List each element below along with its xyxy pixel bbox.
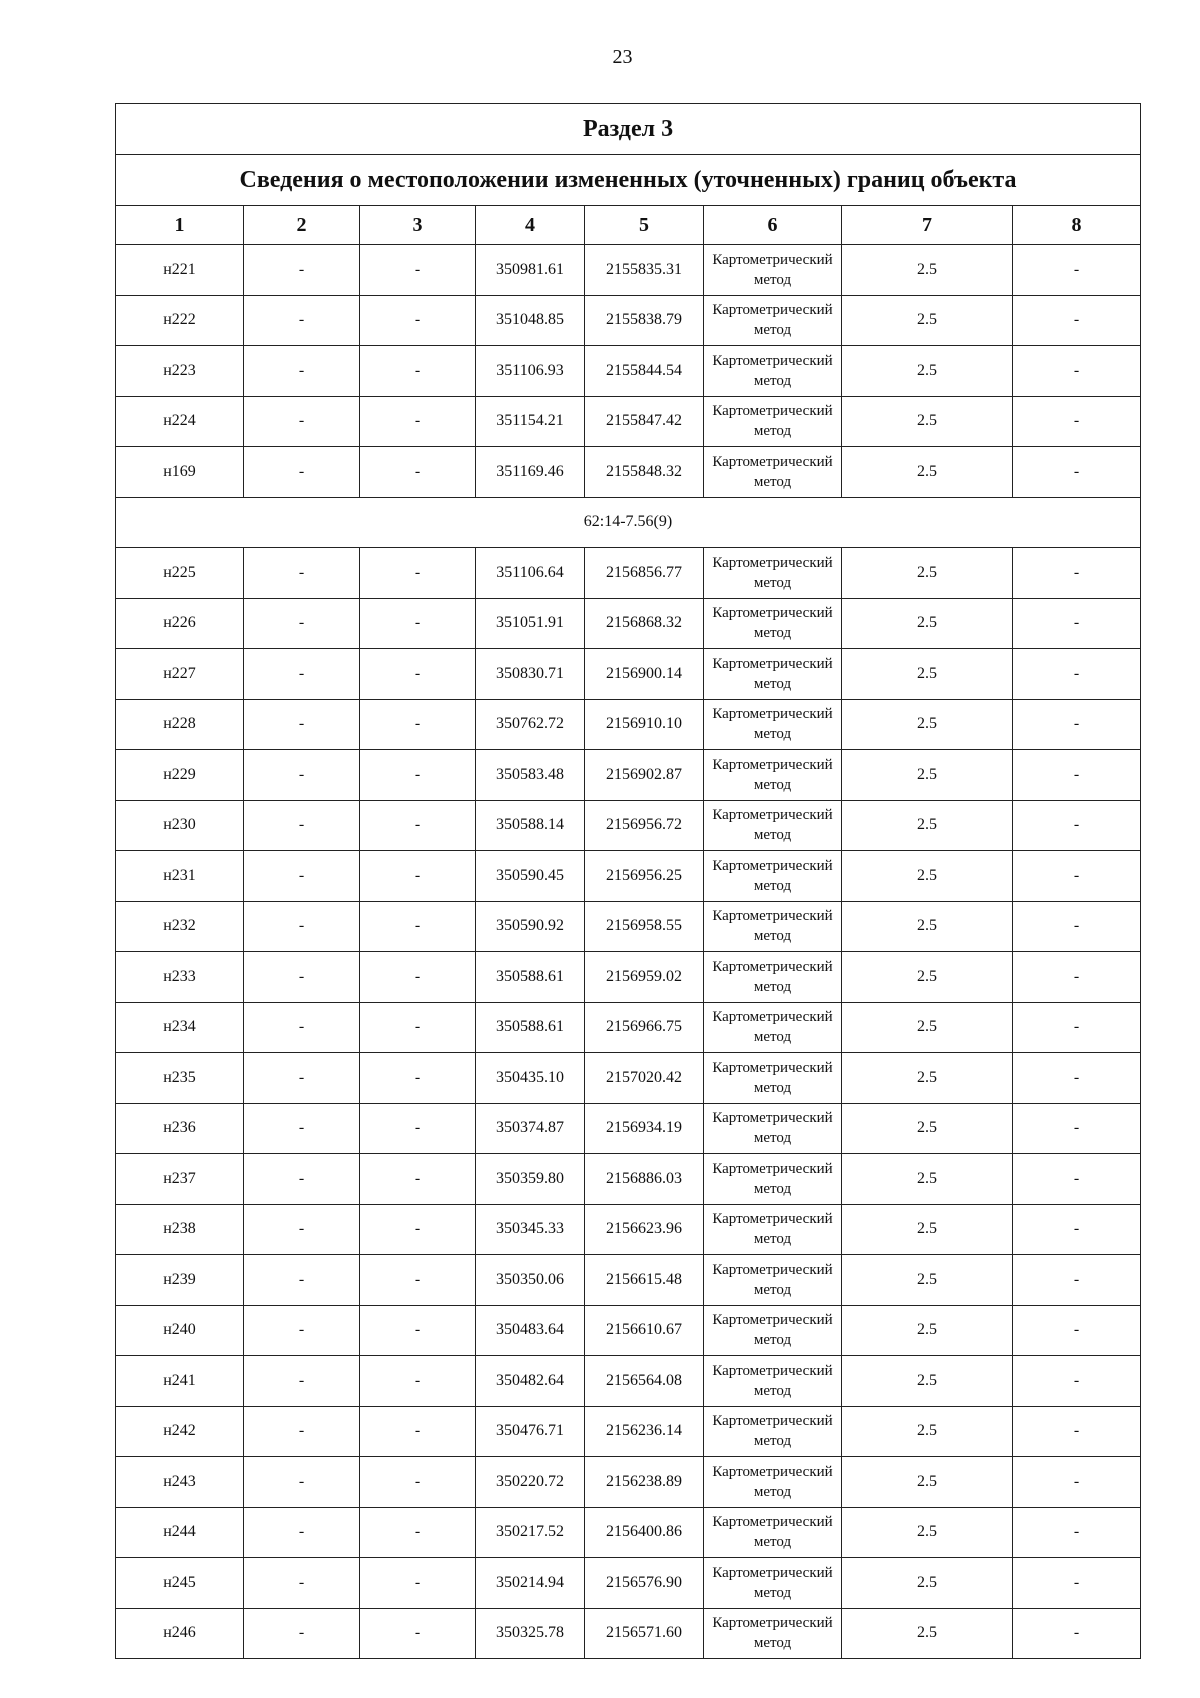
col-2-value: - — [244, 1204, 360, 1255]
column-number-header — [116, 206, 1141, 245]
accuracy: 2.5 — [842, 1507, 1013, 1558]
method: Картометрический метод — [704, 649, 842, 700]
y-coordinate: 2156902.87 — [585, 750, 704, 801]
x-coordinate: 351051.91 — [476, 598, 585, 649]
method: Картометрический метод — [704, 1154, 842, 1205]
x-coordinate: 350435.10 — [476, 1053, 585, 1104]
accuracy: 2.5 — [842, 1002, 1013, 1053]
method: Картометрический метод — [704, 1204, 842, 1255]
y-coordinate: 2155847.42 — [585, 396, 704, 447]
point-name: н245 — [116, 1558, 244, 1609]
accuracy: 2.5 — [842, 750, 1013, 801]
table-row — [116, 952, 1141, 1003]
accuracy: 2.5 — [842, 1457, 1013, 1508]
method: Картометрический метод — [704, 1356, 842, 1407]
x-coordinate: 351106.64 — [476, 548, 585, 599]
col-2-value: - — [244, 1356, 360, 1407]
col-3-value: - — [360, 1356, 476, 1407]
method: Картометрический метод — [704, 699, 842, 750]
column-header: 1 — [116, 206, 244, 245]
col-3-value: - — [360, 1305, 476, 1356]
section-title-row — [116, 104, 1141, 155]
col-3-value: - — [360, 1608, 476, 1659]
y-coordinate: 2156886.03 — [585, 1154, 704, 1205]
accuracy: 2.5 — [842, 1255, 1013, 1306]
x-coordinate: 350345.33 — [476, 1204, 585, 1255]
col-3-value: - — [360, 649, 476, 700]
table-row — [116, 851, 1141, 902]
accuracy: 2.5 — [842, 699, 1013, 750]
x-coordinate: 350217.52 — [476, 1507, 585, 1558]
parcel-section-row — [116, 497, 1141, 548]
table-subtitle: Сведения о местоположении измененных (уточненных) границ объекта — [116, 155, 1141, 206]
point-name: н237 — [116, 1154, 244, 1205]
table-row — [116, 1053, 1141, 1104]
accuracy: 2.5 — [842, 1356, 1013, 1407]
point-name: н246 — [116, 1608, 244, 1659]
point-name: н240 — [116, 1305, 244, 1356]
table-row — [116, 1002, 1141, 1053]
col-3-value: - — [360, 447, 476, 498]
x-coordinate: 351106.93 — [476, 346, 585, 397]
accuracy: 2.5 — [842, 800, 1013, 851]
y-coordinate: 2156571.60 — [585, 1608, 704, 1659]
method: Картометрический метод — [704, 1103, 842, 1154]
accuracy: 2.5 — [842, 649, 1013, 700]
x-coordinate: 350590.92 — [476, 901, 585, 952]
col-8-value: - — [1013, 649, 1141, 700]
col-2-value: - — [244, 1558, 360, 1609]
y-coordinate: 2156956.25 — [585, 851, 704, 902]
point-name: н235 — [116, 1053, 244, 1104]
table-row — [116, 901, 1141, 952]
col-2-value: - — [244, 901, 360, 952]
accuracy: 2.5 — [842, 1305, 1013, 1356]
table-row — [116, 1406, 1141, 1457]
point-name: н234 — [116, 1002, 244, 1053]
col-3-value: - — [360, 901, 476, 952]
x-coordinate: 350476.71 — [476, 1406, 585, 1457]
col-2-value: - — [244, 699, 360, 750]
method: Картометрический метод — [704, 1255, 842, 1306]
y-coordinate: 2155844.54 — [585, 346, 704, 397]
col-2-value: - — [244, 1305, 360, 1356]
col-8-value: - — [1013, 1406, 1141, 1457]
col-8-value: - — [1013, 1103, 1141, 1154]
col-3-value: - — [360, 1457, 476, 1508]
point-name: н239 — [116, 1255, 244, 1306]
table-row — [116, 800, 1141, 851]
col-2-value: - — [244, 1457, 360, 1508]
point-name: н242 — [116, 1406, 244, 1457]
col-3-value: - — [360, 295, 476, 346]
y-coordinate: 2155838.79 — [585, 295, 704, 346]
col-2-value: - — [244, 952, 360, 1003]
y-coordinate: 2156610.67 — [585, 1305, 704, 1356]
col-3-value: - — [360, 1002, 476, 1053]
method: Картометрический метод — [704, 851, 842, 902]
method: Картометрический метод — [704, 1406, 842, 1457]
col-3-value: - — [360, 699, 476, 750]
column-header: 2 — [244, 206, 360, 245]
x-coordinate: 350374.87 — [476, 1103, 585, 1154]
column-header: 3 — [360, 206, 476, 245]
table-row — [116, 1305, 1141, 1356]
point-name: н226 — [116, 598, 244, 649]
point-name: н225 — [116, 548, 244, 599]
col-8-value: - — [1013, 1457, 1141, 1508]
y-coordinate: 2156910.10 — [585, 699, 704, 750]
col-8-value: - — [1013, 1002, 1141, 1053]
col-8-value: - — [1013, 598, 1141, 649]
method: Картометрический метод — [704, 245, 842, 296]
y-coordinate: 2155848.32 — [585, 447, 704, 498]
col-8-value: - — [1013, 851, 1141, 902]
table-row — [116, 1255, 1141, 1306]
accuracy: 2.5 — [842, 1154, 1013, 1205]
y-coordinate: 2156400.86 — [585, 1507, 704, 1558]
col-8-value: - — [1013, 800, 1141, 851]
table-row — [116, 396, 1141, 447]
method: Картометрический метод — [704, 548, 842, 599]
boundary-coordinates-table — [115, 103, 1141, 1659]
col-3-value: - — [360, 1053, 476, 1104]
method: Картометрический метод — [704, 396, 842, 447]
y-coordinate: 2156966.75 — [585, 1002, 704, 1053]
accuracy: 2.5 — [842, 1204, 1013, 1255]
col-8-value: - — [1013, 346, 1141, 397]
col-2-value: - — [244, 1053, 360, 1104]
col-8-value: - — [1013, 396, 1141, 447]
col-2-value: - — [244, 245, 360, 296]
point-name: н243 — [116, 1457, 244, 1508]
table-row — [116, 1457, 1141, 1508]
accuracy: 2.5 — [842, 548, 1013, 599]
x-coordinate: 351154.21 — [476, 396, 585, 447]
page-number: 23 — [612, 46, 633, 68]
col-8-value: - — [1013, 1255, 1141, 1306]
x-coordinate: 350214.94 — [476, 1558, 585, 1609]
accuracy: 2.5 — [842, 1608, 1013, 1659]
col-3-value: - — [360, 346, 476, 397]
col-2-value: - — [244, 750, 360, 801]
col-2-value: - — [244, 1103, 360, 1154]
x-coordinate: 351169.46 — [476, 447, 585, 498]
col-3-value: - — [360, 548, 476, 599]
col-2-value: - — [244, 1154, 360, 1205]
col-8-value: - — [1013, 1053, 1141, 1104]
col-3-value: - — [360, 1255, 476, 1306]
col-3-value: - — [360, 1204, 476, 1255]
parcel-section-label: 62:14-7.56(9) — [116, 497, 1141, 548]
y-coordinate: 2156934.19 — [585, 1103, 704, 1154]
x-coordinate: 350325.78 — [476, 1608, 585, 1659]
method: Картометрический метод — [704, 952, 842, 1003]
point-name: н229 — [116, 750, 244, 801]
column-header: 7 — [842, 206, 1013, 245]
point-name: н232 — [116, 901, 244, 952]
table-row — [116, 1507, 1141, 1558]
col-8-value: - — [1013, 295, 1141, 346]
accuracy: 2.5 — [842, 295, 1013, 346]
method: Картометрический метод — [704, 1507, 842, 1558]
col-8-value: - — [1013, 1558, 1141, 1609]
y-coordinate: 2156564.08 — [585, 1356, 704, 1407]
method: Картометрический метод — [704, 346, 842, 397]
x-coordinate: 350762.72 — [476, 699, 585, 750]
col-2-value: - — [244, 447, 360, 498]
table-row — [116, 346, 1141, 397]
col-8-value: - — [1013, 1608, 1141, 1659]
accuracy: 2.5 — [842, 851, 1013, 902]
col-8-value: - — [1013, 750, 1141, 801]
col-2-value: - — [244, 396, 360, 447]
col-2-value: - — [244, 649, 360, 700]
col-2-value: - — [244, 548, 360, 599]
col-3-value: - — [360, 750, 476, 801]
col-8-value: - — [1013, 447, 1141, 498]
x-coordinate: 350588.61 — [476, 952, 585, 1003]
subtitle-row — [116, 155, 1141, 206]
point-name: н222 — [116, 295, 244, 346]
x-coordinate: 350359.80 — [476, 1154, 585, 1205]
col-8-value: - — [1013, 1507, 1141, 1558]
table-row — [116, 1154, 1141, 1205]
column-header: 6 — [704, 206, 842, 245]
table-row — [116, 447, 1141, 498]
table-row — [116, 649, 1141, 700]
col-2-value: - — [244, 1406, 360, 1457]
y-coordinate: 2156615.48 — [585, 1255, 704, 1306]
accuracy: 2.5 — [842, 1558, 1013, 1609]
col-3-value: - — [360, 1558, 476, 1609]
y-coordinate: 2155835.31 — [585, 245, 704, 296]
col-2-value: - — [244, 800, 360, 851]
table-row — [116, 1103, 1141, 1154]
method: Картометрический метод — [704, 1053, 842, 1104]
table-row — [116, 1608, 1141, 1659]
accuracy: 2.5 — [842, 396, 1013, 447]
y-coordinate: 2156236.14 — [585, 1406, 704, 1457]
x-coordinate: 350350.06 — [476, 1255, 585, 1306]
accuracy: 2.5 — [842, 245, 1013, 296]
accuracy: 2.5 — [842, 1053, 1013, 1104]
point-name: н244 — [116, 1507, 244, 1558]
method: Картометрический метод — [704, 295, 842, 346]
point-name: н224 — [116, 396, 244, 447]
column-header: 8 — [1013, 206, 1141, 245]
point-name: н169 — [116, 447, 244, 498]
table-row — [116, 295, 1141, 346]
table-row — [116, 750, 1141, 801]
method: Картометрический метод — [704, 750, 842, 801]
method: Картометрический метод — [704, 901, 842, 952]
point-name: н241 — [116, 1356, 244, 1407]
col-3-value: - — [360, 851, 476, 902]
x-coordinate: 350588.61 — [476, 1002, 585, 1053]
accuracy: 2.5 — [842, 1103, 1013, 1154]
col-8-value: - — [1013, 699, 1141, 750]
table-row — [116, 1356, 1141, 1407]
table-row — [116, 598, 1141, 649]
col-8-value: - — [1013, 1204, 1141, 1255]
x-coordinate: 350588.14 — [476, 800, 585, 851]
col-8-value: - — [1013, 1154, 1141, 1205]
x-coordinate: 350482.64 — [476, 1356, 585, 1407]
method: Картометрический метод — [704, 447, 842, 498]
table-row — [116, 699, 1141, 750]
col-2-value: - — [244, 851, 360, 902]
col-2-value: - — [244, 598, 360, 649]
col-3-value: - — [360, 1507, 476, 1558]
point-name: н238 — [116, 1204, 244, 1255]
y-coordinate: 2156576.90 — [585, 1558, 704, 1609]
table-row — [116, 1204, 1141, 1255]
y-coordinate: 2156958.55 — [585, 901, 704, 952]
method: Картометрический метод — [704, 1002, 842, 1053]
col-8-value: - — [1013, 1356, 1141, 1407]
col-2-value: - — [244, 1608, 360, 1659]
accuracy: 2.5 — [842, 346, 1013, 397]
point-name: н228 — [116, 699, 244, 750]
col-8-value: - — [1013, 245, 1141, 296]
table-row — [116, 245, 1141, 296]
col-2-value: - — [244, 1255, 360, 1306]
accuracy: 2.5 — [842, 901, 1013, 952]
col-2-value: - — [244, 346, 360, 397]
section-title: Раздел 3 — [116, 104, 1141, 155]
col-3-value: - — [360, 1154, 476, 1205]
y-coordinate: 2157020.42 — [585, 1053, 704, 1104]
x-coordinate: 350483.64 — [476, 1305, 585, 1356]
x-coordinate: 350590.45 — [476, 851, 585, 902]
point-name: н230 — [116, 800, 244, 851]
method: Картометрический метод — [704, 1608, 842, 1659]
col-3-value: - — [360, 598, 476, 649]
col-8-value: - — [1013, 548, 1141, 599]
col-2-value: - — [244, 1507, 360, 1558]
method: Картометрический метод — [704, 1457, 842, 1508]
point-name: н231 — [116, 851, 244, 902]
y-coordinate: 2156868.32 — [585, 598, 704, 649]
col-8-value: - — [1013, 901, 1141, 952]
y-coordinate: 2156623.96 — [585, 1204, 704, 1255]
x-coordinate: 351048.85 — [476, 295, 585, 346]
point-name: н236 — [116, 1103, 244, 1154]
x-coordinate: 350220.72 — [476, 1457, 585, 1508]
x-coordinate: 350830.71 — [476, 649, 585, 700]
accuracy: 2.5 — [842, 447, 1013, 498]
y-coordinate: 2156959.02 — [585, 952, 704, 1003]
point-name: н223 — [116, 346, 244, 397]
method: Картометрический метод — [704, 1558, 842, 1609]
col-3-value: - — [360, 245, 476, 296]
method: Картометрический метод — [704, 598, 842, 649]
column-header: 4 — [476, 206, 585, 245]
method: Картометрический метод — [704, 800, 842, 851]
point-name: н233 — [116, 952, 244, 1003]
table-row — [116, 548, 1141, 599]
col-2-value: - — [244, 295, 360, 346]
col-3-value: - — [360, 952, 476, 1003]
col-8-value: - — [1013, 952, 1141, 1003]
y-coordinate: 2156900.14 — [585, 649, 704, 700]
point-name: н227 — [116, 649, 244, 700]
y-coordinate: 2156956.72 — [585, 800, 704, 851]
col-8-value: - — [1013, 1305, 1141, 1356]
col-3-value: - — [360, 1406, 476, 1457]
method: Картометрический метод — [704, 1305, 842, 1356]
table-row — [116, 1558, 1141, 1609]
col-3-value: - — [360, 396, 476, 447]
y-coordinate: 2156238.89 — [585, 1457, 704, 1508]
x-coordinate: 350583.48 — [476, 750, 585, 801]
col-3-value: - — [360, 800, 476, 851]
accuracy: 2.5 — [842, 1406, 1013, 1457]
accuracy: 2.5 — [842, 952, 1013, 1003]
accuracy: 2.5 — [842, 598, 1013, 649]
column-header: 5 — [585, 206, 704, 245]
col-3-value: - — [360, 1103, 476, 1154]
col-2-value: - — [244, 1002, 360, 1053]
point-name: н221 — [116, 245, 244, 296]
x-coordinate: 350981.61 — [476, 245, 585, 296]
y-coordinate: 2156856.77 — [585, 548, 704, 599]
